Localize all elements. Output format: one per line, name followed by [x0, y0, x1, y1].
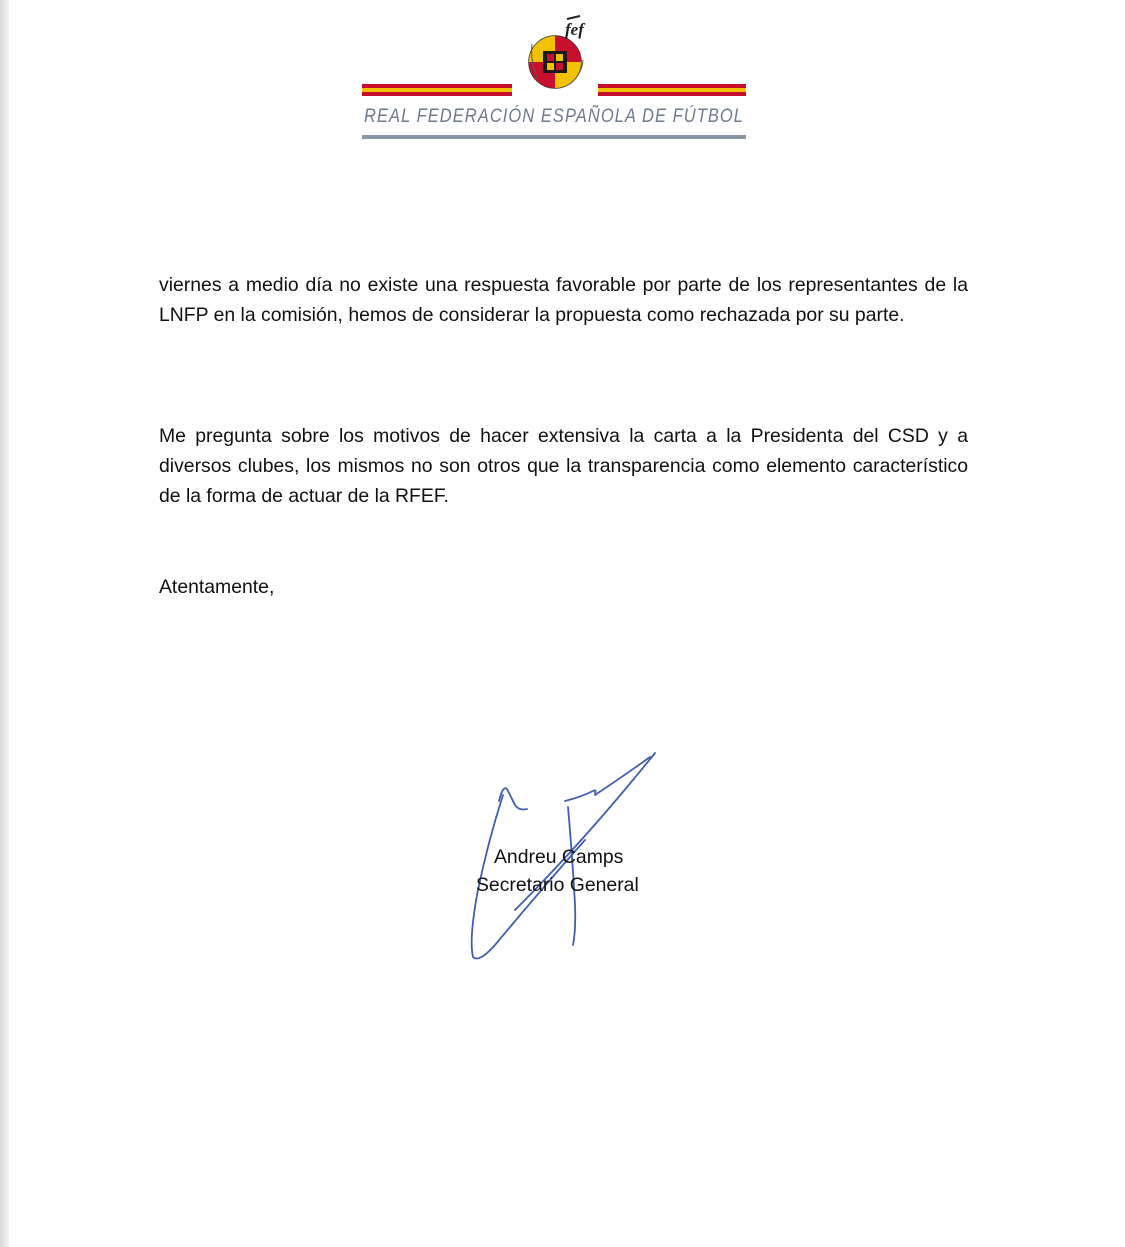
rfef-crest-icon: [529, 16, 586, 88]
svg-text:fef: fef: [565, 20, 584, 39]
stripe-red-right: [598, 84, 746, 88]
signer-title: Secretario General: [476, 874, 639, 896]
letterhead: [362, 14, 802, 144]
organization-name: REAL FEDERACIÓN ESPAÑOLA DE FÚTBOL: [364, 106, 802, 127]
rfef-logo: [362, 14, 802, 144]
body-paragraph-2: Me pregunta sobre los motivos de hacer extensiva la carta a la Presidenta del CSD y a diversos clubes, los mismos no son otros que la transparencia como elemento característico de la forma de actuar de la RFEF.: [159, 425, 968, 507]
stripe-yellow-left: [362, 88, 512, 92]
stripe-red-right-2: [598, 92, 746, 96]
signer-name: Andreu Camps: [494, 846, 624, 868]
page-left-edge-shadow: [0, 0, 9, 1247]
letterhead-underline: [362, 135, 746, 139]
stripe-yellow-right: [598, 88, 746, 92]
stripe-red-left: [362, 84, 512, 88]
stripe-red-left-2: [362, 92, 512, 96]
body-paragraph-1: viernes a medio día no existe una respuesta favorable por parte de los representantes de la LNFP en la comisión, hemos de considerar la propuesta como rechazada por su parte.: [159, 274, 968, 326]
closing-salutation: Atentamente,: [159, 576, 275, 598]
